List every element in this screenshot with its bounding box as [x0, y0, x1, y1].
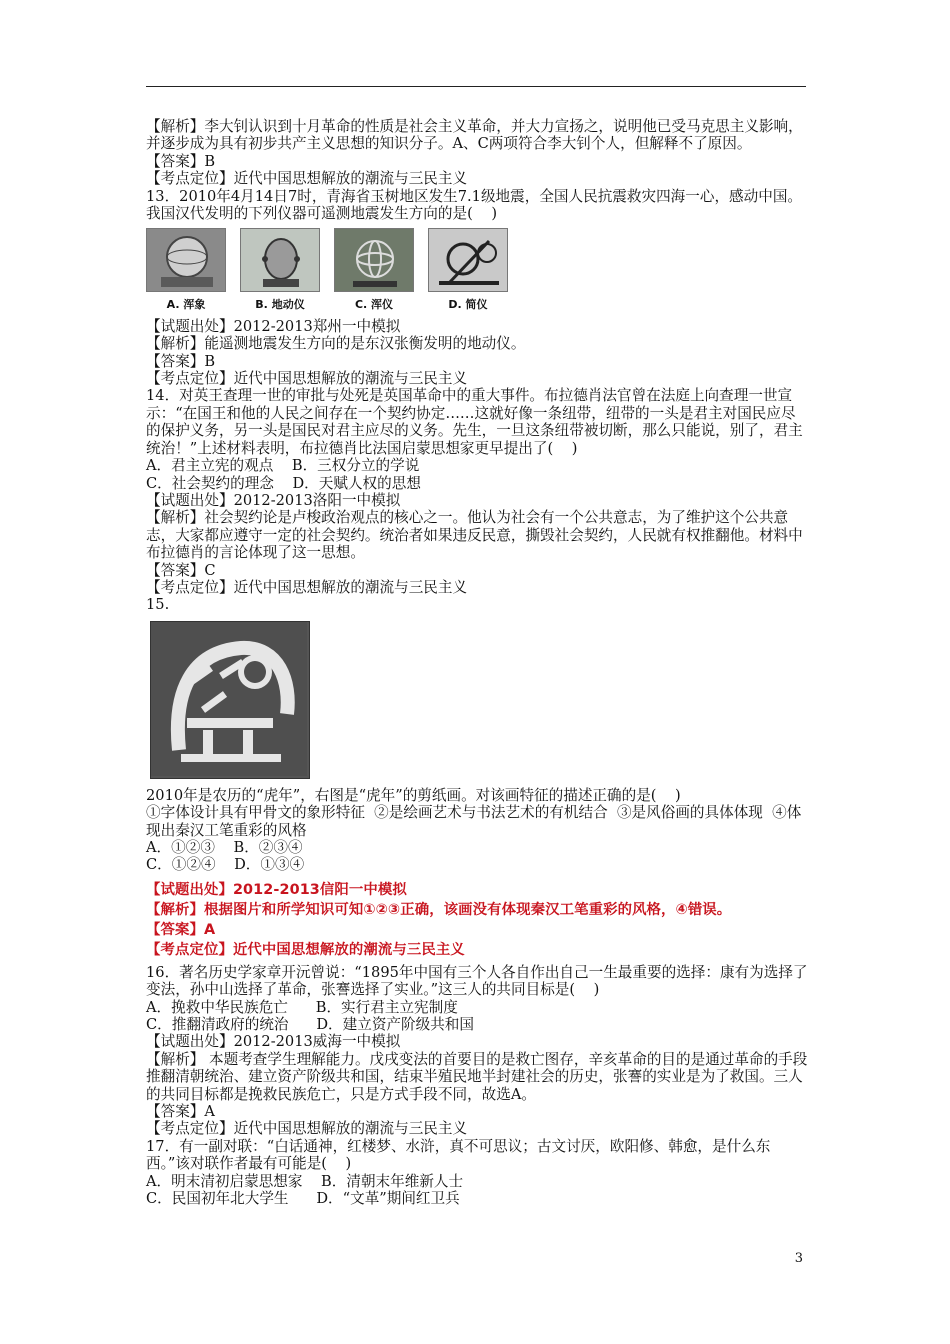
q14-point: 【考点定位】近代中国思想解放的潮流与三民主义: [146, 578, 468, 596]
q14-options-ab: A．君主立宪的观点 B．三权分立的学说: [146, 457, 420, 475]
q12-point: 【考点定位】近代中国思想解放的潮流与三民主义: [146, 170, 468, 188]
q17-options-cd: C．民国初年北大学生 D．“文革”期间红卫兵: [146, 1190, 460, 1208]
q13-stem: 13．2010年4月14日7时，青海省玉树地区发生7.1级地震，全国人民抗震救灾四海一心，感动中国。我国汉代发明的下列仪器可遥测地震发生方向的是( ): [146, 187, 803, 223]
q13-caption-b: B. 地动仪: [255, 298, 305, 312]
q16-options-ab: A．挽救中华民族危亡 B．实行君主立宪制度: [146, 998, 458, 1016]
q12-analysis: 【解析】李大钊认识到十月革命的性质是社会主义革命，并大力宣扬之，说明他已受马克思主义影响，并逐步成为具有初步共产主义思想的知识分子。A、C两项符合李大钊个人，但解释不了原因。: [146, 118, 803, 153]
q13-source: 【试题出处】2012-2013郑州一中模拟: [146, 317, 401, 335]
q14-source: 【试题出处】2012-2013洛阳一中模拟: [146, 491, 401, 509]
q16-analysis: 【解析】 本题考查学生理解能力。戊戌变法的首要目的是救亡图存，辛亥革命的目的是通过革命的手段推翻清朝统治、建立资产阶级共和国，结束半殖民地半封建社会的历史，张謇的实业是为了救国。三人的共同目标都是挽救民族危亡，只是方式手段不同，故选A。: [146, 1050, 808, 1103]
abridged-armilla-photo-icon: [428, 228, 508, 292]
q13-caption-d: D. 简仪: [448, 298, 488, 312]
q13-image-row: [146, 228, 810, 313]
armillary-globe-photo-icon: [146, 228, 226, 292]
q16-stem: 16．著名历史学家章开沅曾说：“1895年中国有三个人各自作出自己一生最重要的选择：康有为选择了变法，孙中山选择了革命，张謇选择了实业。”这三人的共同目标是( ): [146, 963, 808, 999]
q13-option-d-figure: [428, 228, 508, 313]
q13-analysis: 【解析】能遥测地震发生方向的是东汉张衡发明的地动仪。: [146, 335, 526, 353]
page-number: 3: [794, 1251, 803, 1266]
q13-point: 【考点定位】近代中国思想解放的潮流与三民主义: [146, 370, 468, 388]
q13-option-b-figure: [240, 228, 320, 313]
armillary-sphere-photo-icon: [334, 228, 414, 292]
q13-option-a-figure: [146, 228, 226, 313]
q15-highlighted-solution: [146, 880, 810, 960]
q15-stem: 2010年是农历的“虎年”，右图是“虎年”的剪纸画。对该画特征的描述正确的是( ): [146, 786, 681, 804]
q14-answer: 【答案】C: [146, 561, 216, 579]
q13-caption-a: A. 浑象: [166, 298, 206, 312]
q15-point: 【考点定位】近代中国思想解放的潮流与三民主义: [146, 941, 465, 958]
tiger-paper-cut-icon: [150, 621, 310, 779]
q13-answer: 【答案】B: [146, 352, 216, 370]
seismoscope-photo-icon: [240, 228, 320, 292]
q17-options-ab: A．明末清初启蒙思想家 B．清朝末年维新人士: [146, 1172, 464, 1190]
q15-options-cd: C．①②④ D．①③④: [146, 856, 305, 874]
header-rule: [146, 86, 806, 87]
document-body: [146, 118, 810, 1207]
q13-caption-c: C. 浑仪: [354, 298, 394, 312]
q15-analysis: 【解析】根据图片和所学知识可知①②③正确，该画没有体现秦汉工笔重彩的风格，④错误。: [146, 901, 732, 918]
q14-stem: 14．对英王查理一世的审批与处死是英国革命中的重大事件。布拉德肖法官曾在法庭上向查理一世宣示：“在国王和他的人民之间存在一个契约协定……这就好像一条纽带，纽带的一头是君主对国民应尽的保护义务，另一头是国民对君主应尽的义务。先生，一旦这条纽带被切断，那么只能说，别了，君主统治！”上述材料表明，布拉德肖比法国启蒙思想家更早提出了( ): [146, 387, 803, 457]
q15-items: ①字体设计具有甲骨文的象形特征 ②是绘画艺术与书法艺术的有机结合 ③是风俗画的具体体现 ④体现出秦汉工笔重彩的风格: [146, 804, 802, 839]
q14-analysis: 【解析】社会契约论是卢梭政治观点的核心之一。他认为社会有一个公共意志，为了维护这个公共意志，大家都应遵守一定的社会契约。统治者如果违反民意，撕毁社会契约，人民就有权推翻他。材料中布拉德肖的言论体现了这一思想。: [146, 509, 803, 562]
q12-answer: 【答案】B: [146, 152, 216, 170]
q15-answer: 【答案】A: [146, 921, 216, 938]
q16-answer: 【答案】A: [146, 1103, 215, 1121]
q13-option-c-figure: [334, 228, 414, 313]
q16-point: 【考点定位】近代中国思想解放的潮流与三民主义: [146, 1120, 468, 1138]
q15-number: 15.: [146, 596, 170, 614]
q15-source: 【试题出处】2012-2013信阳一中模拟: [146, 881, 407, 898]
q17-stem: 17．有一副对联：“白话通神，红楼梦、水浒，真不可思议；古文讨厌，欧阳修、韩愈，是什么东西。”该对联作者最有可能是( ): [146, 1137, 771, 1173]
q15-options-ab: A．①②③ B．②③④: [146, 838, 303, 856]
q16-options-cd: C．推翻清政府的统治 D．建立资产阶级共和国: [146, 1016, 474, 1033]
q16-source: 【试题出处】2012-2013威海一中模拟: [146, 1033, 401, 1051]
q14-options-cd: C．社会契约的理念 D．天赋人权的思想: [146, 474, 421, 492]
